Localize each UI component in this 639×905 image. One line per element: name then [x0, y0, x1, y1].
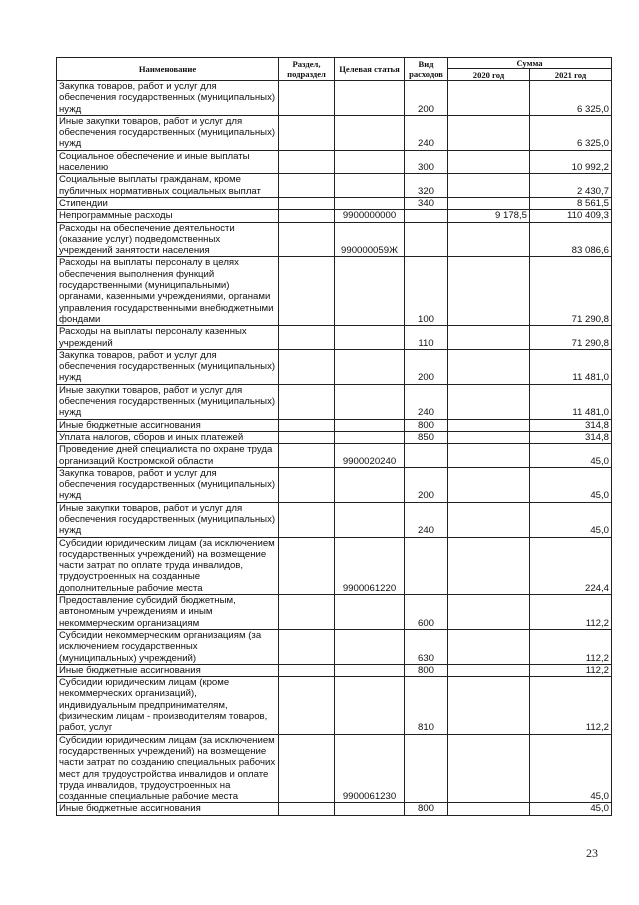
- cell-name: Уплата налогов, сборов и иных платежей: [57, 431, 279, 443]
- budget-table: [56, 57, 612, 816]
- header-sum: Сумма: [448, 58, 612, 69]
- cell-type: 800: [405, 419, 448, 431]
- cell-section: [279, 197, 335, 209]
- table-row: [57, 419, 612, 431]
- cell-type: 810: [405, 677, 448, 734]
- cell-y2020: [448, 384, 530, 419]
- cell-y2021: 6 325,0: [530, 115, 612, 150]
- cell-type: 100: [405, 257, 448, 326]
- cell-y2020: 9 178,5: [448, 210, 530, 222]
- cell-type: [405, 222, 448, 257]
- cell-y2021: 8 561,5: [530, 197, 612, 209]
- cell-section: [279, 326, 335, 350]
- cell-section: [279, 349, 335, 384]
- cell-target: [335, 431, 405, 443]
- cell-name: Расходы на выплаты персоналу казенных учреждений: [57, 326, 279, 350]
- header-type: Вид расходов: [405, 58, 448, 81]
- cell-section: [279, 222, 335, 257]
- cell-y2021: 83 086,6: [530, 222, 612, 257]
- cell-y2021: 45,0: [530, 502, 612, 537]
- cell-target: 9900061220: [335, 537, 405, 594]
- cell-target: [335, 115, 405, 150]
- cell-type: 240: [405, 502, 448, 537]
- cell-type: 300: [405, 150, 448, 174]
- table-row: [57, 502, 612, 537]
- cell-y2020: [448, 537, 530, 594]
- cell-target: 9900020240: [335, 444, 405, 468]
- cell-section: [279, 537, 335, 594]
- table-row: [57, 222, 612, 257]
- cell-y2021: 71 290,8: [530, 326, 612, 350]
- cell-y2021: 10 992,2: [530, 150, 612, 174]
- cell-section: [279, 664, 335, 676]
- cell-type: [405, 734, 448, 803]
- cell-y2021: 11 481,0: [530, 349, 612, 384]
- cell-target: [335, 349, 405, 384]
- cell-y2021: 11 481,0: [530, 384, 612, 419]
- cell-name: Иные бюджетные ассигнования: [57, 803, 279, 815]
- cell-name: Иные бюджетные ассигнования: [57, 664, 279, 676]
- cell-y2021: 45,0: [530, 734, 612, 803]
- cell-y2020: [448, 629, 530, 664]
- cell-target: [335, 467, 405, 502]
- header-year-2021: 2021 год: [530, 69, 612, 81]
- cell-y2021: 6 325,0: [530, 81, 612, 116]
- cell-name: Предоставление субсидий бюджетным, автономным учреждениям и иным некоммерческим организациям: [57, 595, 279, 630]
- header-section: Раздел, подраздел: [279, 58, 335, 81]
- cell-y2020: [448, 174, 530, 198]
- cell-name: Иные закупки товаров, работ и услуг для обеспечения государственных (муниципальных) нужд: [57, 384, 279, 419]
- cell-section: [279, 502, 335, 537]
- cell-type: 200: [405, 349, 448, 384]
- cell-name: Социальные выплаты гражданам, кроме публичных нормативных социальных выплат: [57, 174, 279, 198]
- cell-y2020: [448, 419, 530, 431]
- cell-target: [335, 384, 405, 419]
- cell-type: 800: [405, 803, 448, 815]
- cell-y2020: [448, 444, 530, 468]
- table-row: [57, 349, 612, 384]
- cell-type: 850: [405, 431, 448, 443]
- table-row: [57, 803, 612, 815]
- cell-name: Закупка товаров, работ и услуг для обеспечения государственных (муниципальных) нужд: [57, 467, 279, 502]
- cell-name: Субсидии юридическим лицам (за исключением государственных учреждений) на возмещение части затрат по оплате труда инвалидов, трудоустроенных на созданные дополнительные рабочие места: [57, 537, 279, 594]
- header-name: Наименование: [57, 58, 279, 81]
- table-row: [57, 384, 612, 419]
- cell-type: [405, 444, 448, 468]
- cell-name: Иные закупки товаров, работ и услуг для обеспечения государственных (муниципальных) нужд: [57, 502, 279, 537]
- cell-y2020: [448, 150, 530, 174]
- cell-y2020: [448, 467, 530, 502]
- table-row: [57, 115, 612, 150]
- cell-type: [405, 210, 448, 222]
- cell-y2020: [448, 502, 530, 537]
- cell-target: 990000059Ж: [335, 222, 405, 257]
- page-number: 23: [586, 846, 598, 860]
- cell-section: [279, 174, 335, 198]
- cell-target: [335, 81, 405, 116]
- cell-target: 9900000000: [335, 210, 405, 222]
- cell-type: [405, 537, 448, 594]
- cell-y2020: [448, 677, 530, 734]
- cell-y2021: 314,8: [530, 431, 612, 443]
- cell-y2021: 112,2: [530, 677, 612, 734]
- cell-y2020: [448, 81, 530, 116]
- cell-target: [335, 664, 405, 676]
- cell-name: Социальное обеспечение и иные выплаты населению: [57, 150, 279, 174]
- cell-y2020: [448, 257, 530, 326]
- table-row: [57, 467, 612, 502]
- table-row: [57, 150, 612, 174]
- cell-target: [335, 803, 405, 815]
- cell-type: 340: [405, 197, 448, 209]
- cell-section: [279, 444, 335, 468]
- cell-section: [279, 150, 335, 174]
- cell-target: [335, 419, 405, 431]
- table-row: [57, 664, 612, 676]
- cell-y2021: 112,2: [530, 595, 612, 630]
- cell-section: [279, 257, 335, 326]
- cell-target: [335, 629, 405, 664]
- cell-y2021: 112,2: [530, 664, 612, 676]
- table-row: [57, 174, 612, 198]
- cell-target: [335, 257, 405, 326]
- cell-section: [279, 115, 335, 150]
- table-row: [57, 197, 612, 209]
- cell-y2020: [448, 197, 530, 209]
- cell-type: 600: [405, 595, 448, 630]
- cell-type: 240: [405, 384, 448, 419]
- cell-type: 200: [405, 81, 448, 116]
- cell-y2021: 71 290,8: [530, 257, 612, 326]
- table-row: [57, 629, 612, 664]
- table-row: [57, 595, 612, 630]
- cell-y2020: [448, 326, 530, 350]
- cell-y2021: 2 430,7: [530, 174, 612, 198]
- cell-type: 800: [405, 664, 448, 676]
- cell-name: Субсидии некоммерческим организациям (за исключением государственных (муниципальных) учреждений): [57, 629, 279, 664]
- cell-name: Иные бюджетные ассигнования: [57, 419, 279, 431]
- cell-type: 200: [405, 467, 448, 502]
- cell-name: Расходы на выплаты персоналу в целях обеспечения выполнения функций государственными (муниципальными) органами, казенными учреждениями, органами управления государственными внебюджетными фондами: [57, 257, 279, 326]
- cell-section: [279, 431, 335, 443]
- cell-y2020: [448, 664, 530, 676]
- cell-section: [279, 629, 335, 664]
- cell-y2020: [448, 803, 530, 815]
- cell-y2020: [448, 115, 530, 150]
- cell-type: 320: [405, 174, 448, 198]
- table-row: [57, 210, 612, 222]
- cell-type: 240: [405, 115, 448, 150]
- header-year-2020: 2020 год: [448, 69, 530, 81]
- cell-section: [279, 803, 335, 815]
- cell-section: [279, 384, 335, 419]
- cell-name: Субсидии юридическим лицам (за исключением государственных учреждений) на возмещение части затрат по созданию специальных рабочих мест для трудоустройства инвалидов и оплате труда инвалидов, трудоустроенных на созданные специальные рабочие места: [57, 734, 279, 803]
- cell-y2021: 45,0: [530, 467, 612, 502]
- cell-y2021: 224,4: [530, 537, 612, 594]
- cell-y2020: [448, 595, 530, 630]
- cell-target: [335, 150, 405, 174]
- cell-target: [335, 502, 405, 537]
- table-row: [57, 81, 612, 116]
- cell-name: Расходы на обеспечение деятельности (оказание услуг) подведомственных учреждений занятости населения: [57, 222, 279, 257]
- cell-target: [335, 677, 405, 734]
- cell-target: [335, 174, 405, 198]
- cell-y2021: 45,0: [530, 444, 612, 468]
- cell-y2021: 110 409,3: [530, 210, 612, 222]
- cell-y2020: [448, 349, 530, 384]
- cell-section: [279, 595, 335, 630]
- cell-target: 9900061230: [335, 734, 405, 803]
- cell-section: [279, 210, 335, 222]
- cell-name: Субсидии юридическим лицам (кроме некоммерческих организаций), индивидуальным предпринимателям, физическим лицам - производителям товаров, работ, услуг: [57, 677, 279, 734]
- cell-y2020: [448, 222, 530, 257]
- table-row: [57, 537, 612, 594]
- cell-y2021: 45,0: [530, 803, 612, 815]
- cell-name: Иные закупки товаров, работ и услуг для обеспечения государственных (муниципальных) нужд: [57, 115, 279, 150]
- cell-target: [335, 197, 405, 209]
- cell-y2020: [448, 431, 530, 443]
- cell-name: Непрограммные расходы: [57, 210, 279, 222]
- cell-section: [279, 81, 335, 116]
- cell-y2020: [448, 734, 530, 803]
- cell-section: [279, 677, 335, 734]
- cell-section: [279, 467, 335, 502]
- table-row: [57, 257, 612, 326]
- header-target: Целевая статья: [335, 58, 405, 81]
- table-row: [57, 677, 612, 734]
- cell-target: [335, 326, 405, 350]
- cell-type: 630: [405, 629, 448, 664]
- cell-name: Закупка товаров, работ и услуг для обеспечения государственных (муниципальных) нужд: [57, 349, 279, 384]
- cell-section: [279, 419, 335, 431]
- cell-y2021: 112,2: [530, 629, 612, 664]
- cell-name: Закупка товаров, работ и услуг для обеспечения государственных (муниципальных) нужд: [57, 81, 279, 116]
- table-body: [57, 81, 612, 816]
- cell-target: [335, 595, 405, 630]
- table-row: [57, 326, 612, 350]
- cell-type: 110: [405, 326, 448, 350]
- cell-y2021: 314,8: [530, 419, 612, 431]
- cell-section: [279, 734, 335, 803]
- cell-name: Проведение дней специалиста по охране труда организаций Костромской области: [57, 444, 279, 468]
- table-row: [57, 431, 612, 443]
- table-row: [57, 734, 612, 803]
- cell-name: Стипендии: [57, 197, 279, 209]
- table-row: [57, 444, 612, 468]
